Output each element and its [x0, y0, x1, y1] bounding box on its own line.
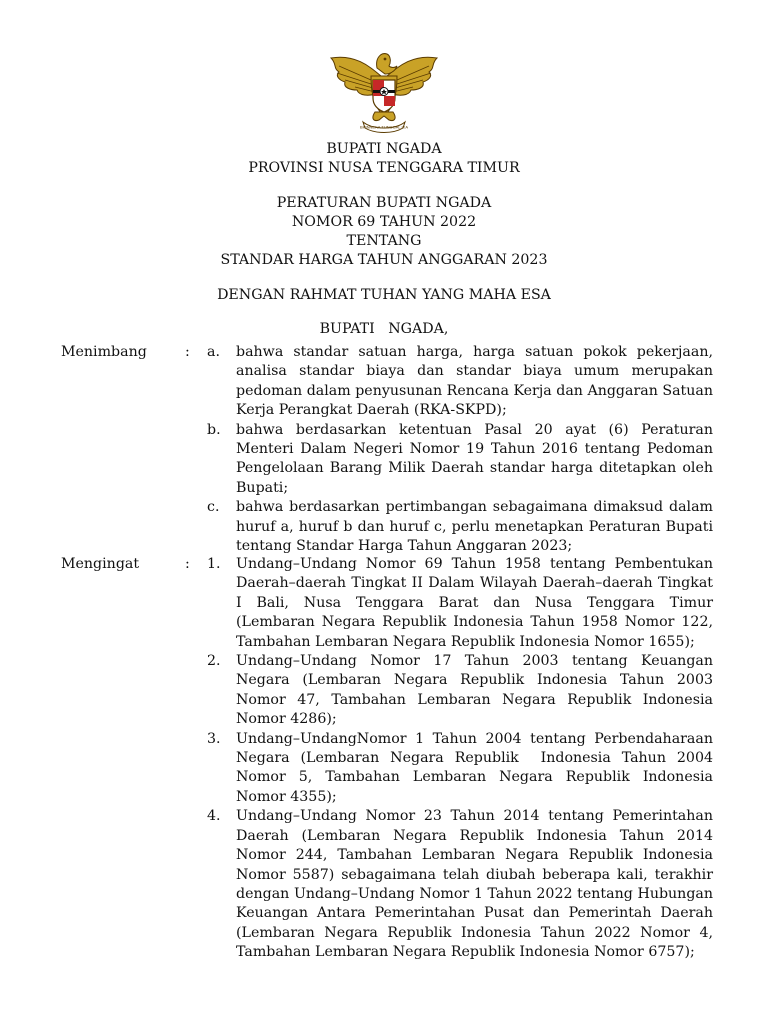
mengingat-colon: : — [185, 556, 190, 572]
mengingat-section — [61, 555, 718, 963]
header-regent: BUPATI NGADA — [326, 141, 442, 157]
regulation-about: TENTANG — [346, 233, 422, 249]
list-item: 3. Undang–UndangNomor 1 Tahun 2004 tentang Perbendaharaan Negara (Lembaran Negara Republik Indonesia Tahun 2004 Nomor 5, Tambahan Lembaran Negara Republik Indonesia Nomor 4355); — [207, 730, 718, 805]
list-item: 2. Undang–Undang Nomor 17 Tahun 2003 tentang Keuangan Negara (Lembaran Negara Republik Indonesia Tahun 2003 Nomor 47, Tambahan Lembaran Negara Republik Indonesia Nomor 4286); — [207, 653, 713, 728]
header-province: PROVINSI NUSA TENGGARA TIMUR — [248, 160, 520, 176]
menimbang-colon: : — [185, 344, 190, 360]
list-item: 1. Undang–Undang Nomor 69 Tahun 1958 tentang Pembentukan Daerah–daerah Tingkat II Dalam Wilayah Daerah–daerah Tingkat I Bali, Nusa Tenggara Barat dan Nusa Tenggara Timur (Lembaran Negara Republik Indonesia Tahun 1958 Nomor 122, Tambahan Lembaran Negara Republik Indonesia Nomor 1655); — [207, 556, 713, 650]
list-item: c. bahwa berdasarkan pertimbangan sebagaimana dimaksud dalam huruf a, huruf b dan huruf c, perlu menetapkan Peraturan Bupati tentang Standar Harga Tahun Anggaran 2023; — [207, 499, 713, 555]
menimbang-list — [207, 343, 713, 556]
regulation-number: NOMOR 69 TAHUN 2022 — [291, 214, 477, 230]
regulation-title: PERATURAN BUPATI NGADA — [276, 195, 492, 211]
mengingat-label: Mengingat — [61, 556, 140, 572]
regulation-subject: STANDAR HARGA TAHUN ANGGARAN 2023 — [220, 252, 548, 268]
emblem-motto: BHINNEKA TUNGGAL IKA — [359, 124, 409, 130]
mengingat-list — [207, 555, 718, 963]
preamble: DENGAN RAHMAT TUHAN YANG MAHA ESA — [217, 287, 551, 303]
menimbang-section — [61, 343, 713, 556]
garuda-pancasila-emblem-icon — [325, 46, 443, 134]
authority: BUPATI NGADA, — [319, 321, 449, 337]
menimbang-label: Menimbang — [61, 344, 147, 360]
list-item: b. bahwa berdasarkan ketentuan Pasal 20 ayat (6) Peraturan Menteri Dalam Negeri Nomor 19 Tahun 2016 tentang Pedoman Pengelolaan Barang Milik Daerah standar harga ditetapkan oleh Bupati; — [207, 421, 713, 496]
list-item: a. bahwa standar satuan harga, harga satuan pokok pekerjaan, analisa standar biaya dan standar biaya umum merupakan pedoman dalam penyusunan Rencana Kerja dan Anggaran Satuan Kerja Perangkat Daerah (RKA-SKPD); — [207, 344, 713, 419]
list-item: 4. Undang–Undang Nomor 23 Tahun 2014 tentang Pemerintahan Daerah (Lembaran Negara Republik Indonesia Tahun 2014 Nomor 244, Tambahan Lembaran Negara Republik Indonesia Nomor 5587) sebagaimana telah diubah beberapa kali, terakhir dengan Undang–Undang Nomor 1 Tahun 2022 tentang Hubungan Keuangan Antara Pemerintahan Pusat dan Pemerintah Daerah (Lembaran Negara Republik Indonesia Tahun 2022 Nomor 4, Tambahan Lembaran Negara Republik Indonesia Nomor 6757); — [207, 808, 713, 961]
